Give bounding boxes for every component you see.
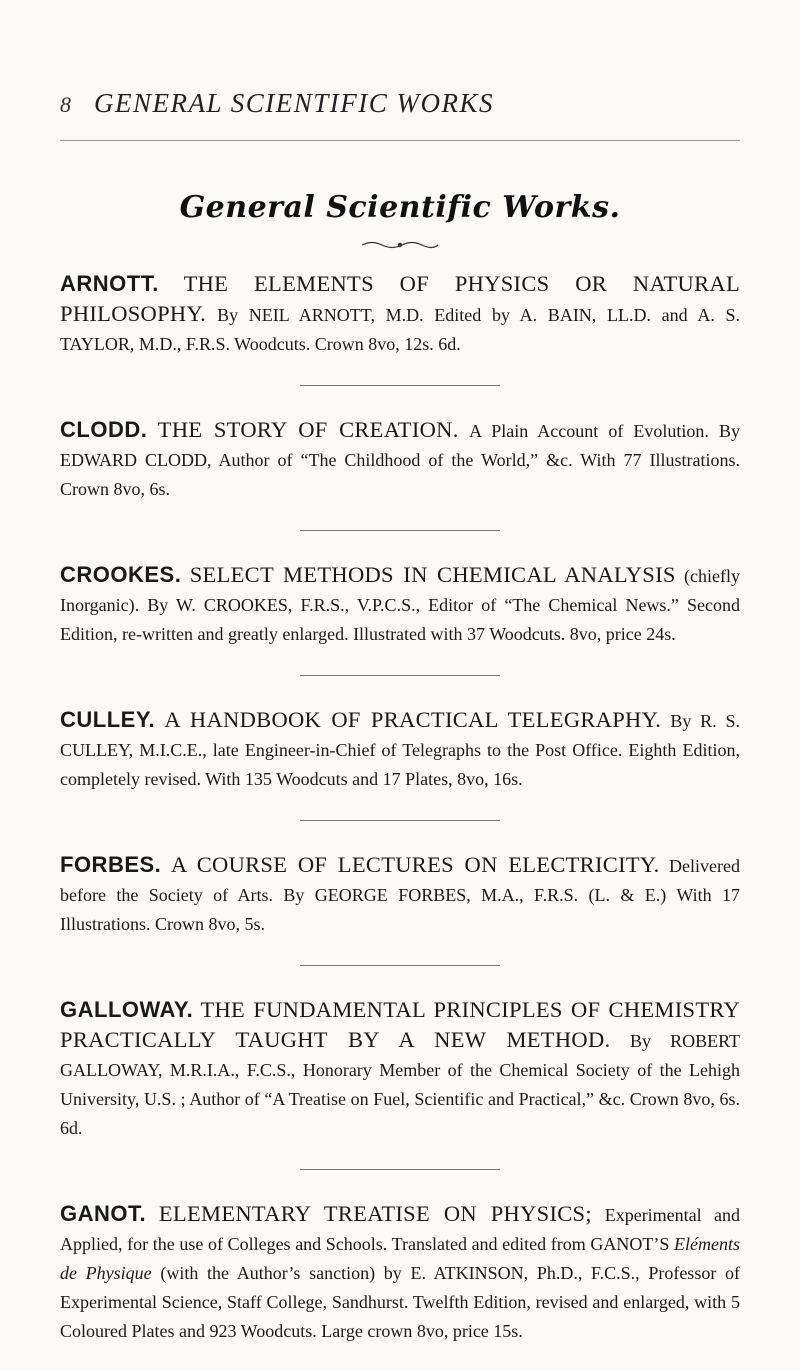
- entry-crookes: [60, 561, 740, 649]
- entry-author: GALLOWAY.: [60, 997, 194, 1022]
- entry-galloway: [60, 996, 740, 1143]
- divider: [300, 965, 500, 966]
- entry-body: (chiefly Inorganic). By W. CROOKES, F.R.S., V.P.C.S., Editor of “The Chemical News.” Second Edition, re-written and greatly enlarged. Illustrated with 37 Woodcuts. 8vo, price 24s.: [60, 566, 740, 644]
- entry-author: CULLEY.: [60, 707, 156, 732]
- entry-title: ELEMENTARY TREATISE ON PHYSICS;: [158, 1201, 592, 1226]
- running-head: [60, 88, 740, 132]
- ornament-flourish-icon: [0, 238, 800, 257]
- entry-body: By ROBERT GALLOWAY, M.R.I.A., F.C.S., Honorary Member of the Chemical Society of the Lehigh University, U.S. ; Author of “A Treatise on Fuel, Scientific and Practical,” &c. Crown 8vo, 6s. 6d.: [60, 1031, 741, 1138]
- page-number: 8: [60, 92, 71, 117]
- section-title: General Scientific Works.: [179, 190, 621, 225]
- entry-author: CLODD.: [60, 417, 148, 442]
- entry-clodd: [60, 416, 740, 504]
- divider: [300, 385, 500, 386]
- entry-body: By NEIL ARNOTT, M.D. Edited by A. BAIN, LL.D. and A. S. TAYLOR, M.D., F.R.S. Woodcuts. Crown 8vo, 12s. 6d.: [60, 305, 741, 354]
- header-rule: [60, 140, 740, 141]
- entry-title: THE STORY OF CREATION.: [157, 417, 459, 442]
- entry-author: GANOT.: [60, 1201, 147, 1226]
- entry-title: THE FUNDAMENTAL PRINCIPLES OF CHEMISTRY PRACTICALLY TAUGHT BY A NEW METHOD.: [60, 997, 741, 1052]
- catalogue-entries: [60, 270, 740, 1346]
- entry-culley: [60, 706, 740, 794]
- entry-title: A HANDBOOK OF PRACTICAL TELEGRAPHY.: [164, 707, 662, 732]
- entry-author: ARNOTT.: [60, 271, 159, 296]
- entry-ganot: [60, 1200, 740, 1346]
- entry-body: Delivered before the Society of Arts. By GEORGE FORBES, M.A., F.R.S. (L. & E.) With 17 Illustrations. Crown 8vo, 5s.: [60, 856, 741, 934]
- entry-title: SELECT METHODS IN CHEMICAL ANALYSIS: [189, 562, 676, 587]
- entry-body: By R. S. CULLEY, M.I.C.E., late Engineer-in-Chief of Telegraphs to the Post Office. Eighth Edition, completely revised. With 135 Woodcuts and 17 Plates, 8vo, 16s.: [60, 711, 741, 789]
- divider: [300, 675, 500, 676]
- entry-author: CROOKES.: [60, 562, 182, 587]
- entry-body-part: Experimental and Applied, for the use of Colleges and Schools. Translated and edited from GANOT’S: [60, 1205, 741, 1254]
- entry-title: THE ELEMENTS OF PHYSICS OR NATURAL PHILOSOPHY.: [60, 271, 741, 326]
- divider: [300, 1169, 500, 1170]
- entry-body-part: (with the Author’s sanction) by E. ATKINSON, Ph.D., F.C.S., Professor of Experimental Science, Staff College, Sandhurst. Twelfth Edition, revised and enlarged, with 5 Coloured Plates and 923 Woodcuts. Large crown 8vo, price 15s.: [60, 1263, 741, 1341]
- entry-forbes: [60, 851, 740, 939]
- running-title: GENERAL SCIENTIFIC WORKS: [94, 88, 494, 118]
- divider: [300, 820, 500, 821]
- entry-body: A Plain Account of Evolution. By EDWARD CLODD, Author of “The Childhood of the World,” &c. With 77 Illustrations. Crown 8vo, 6s.: [60, 421, 740, 499]
- entry-author: FORBES.: [60, 852, 162, 877]
- divider: [300, 530, 500, 531]
- entry-body-italic: Eléments de Physique: [60, 1234, 740, 1283]
- entry-title: A COURSE OF LECTURES ON ELECTRICITY.: [170, 852, 660, 877]
- entry-arnott: [60, 270, 740, 359]
